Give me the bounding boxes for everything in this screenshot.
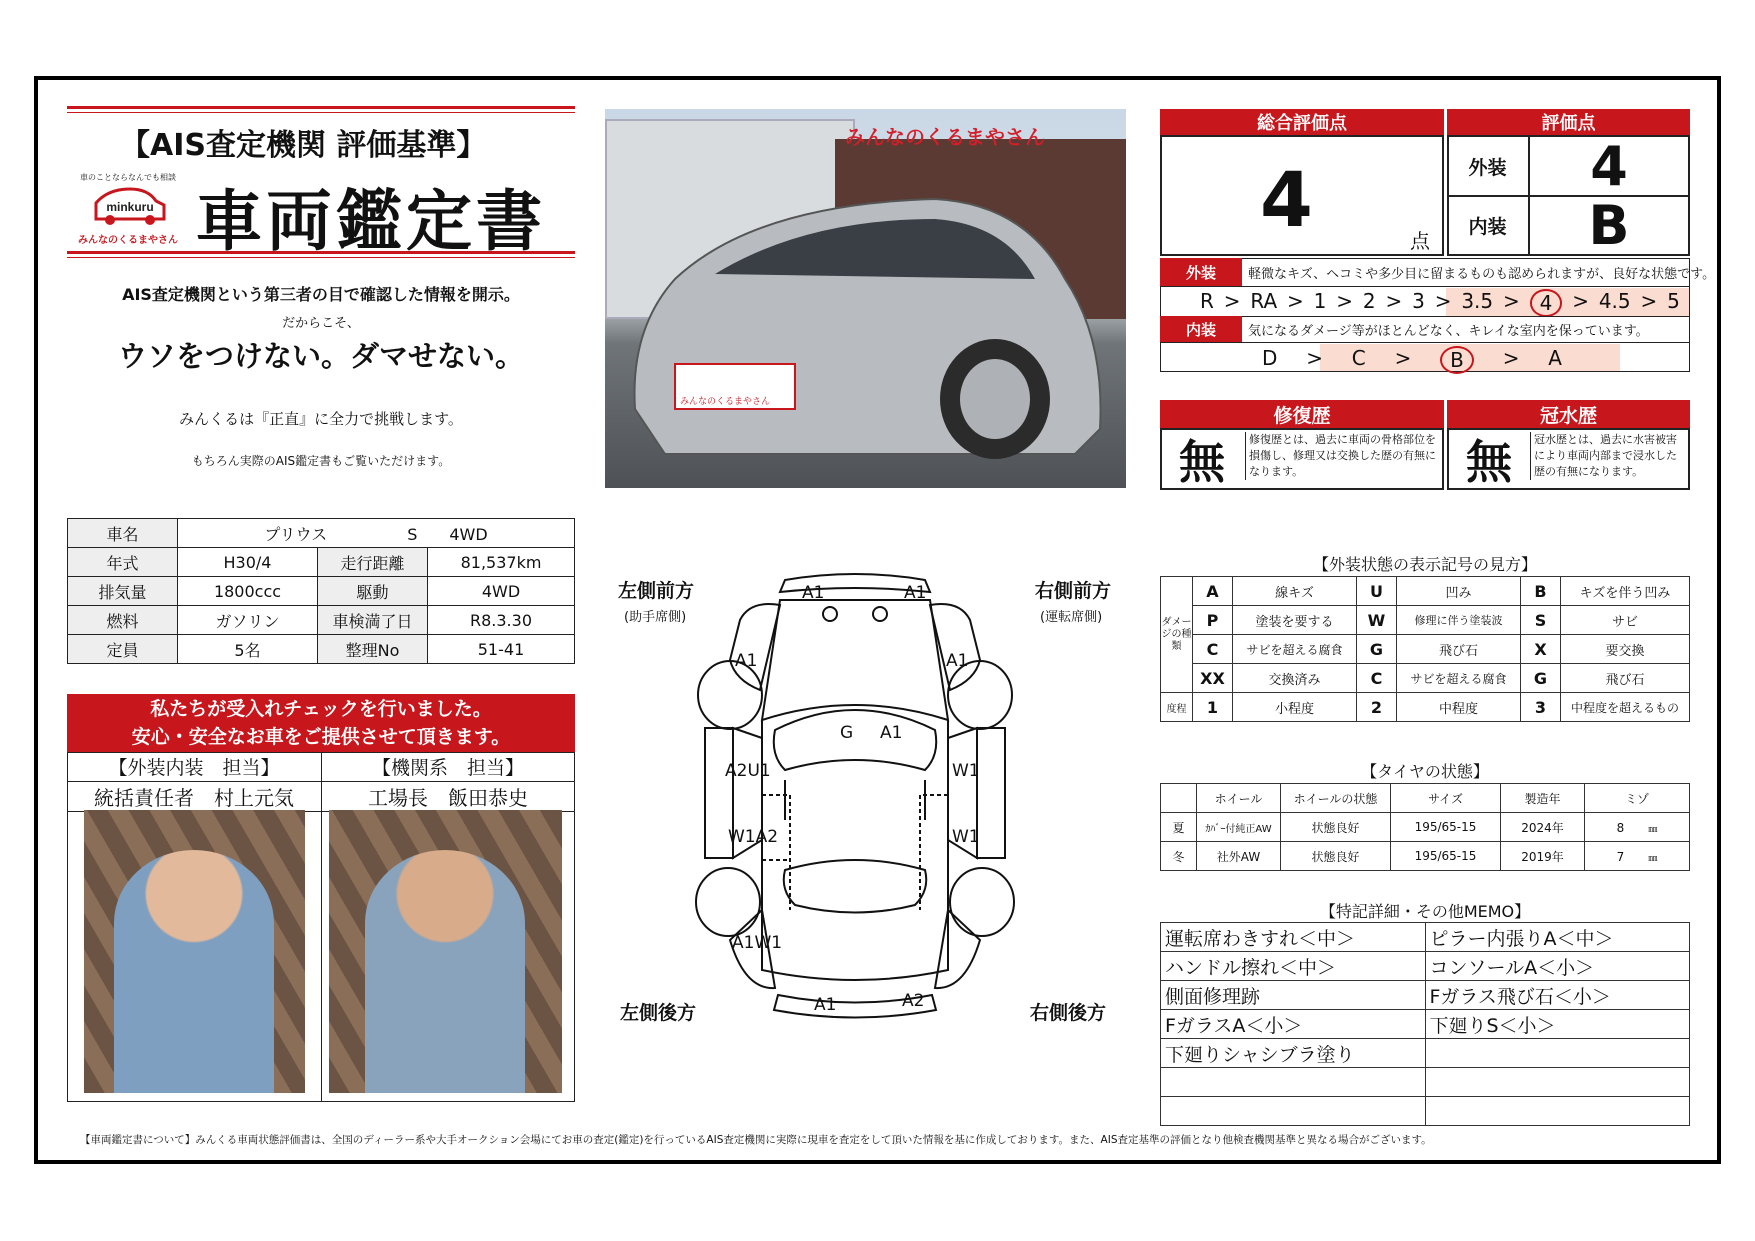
memo-cell: FガラスA＜小＞ (1161, 1010, 1426, 1039)
plate-text: みんなのくるまやさん (680, 397, 771, 407)
mark-left-fender: A1 (735, 651, 758, 671)
spec-value: 4WD (428, 577, 575, 606)
spec-row (68, 519, 575, 548)
ext-scale-sep: > (1287, 289, 1304, 313)
ext-scale-sep: > (1640, 289, 1658, 313)
spec-label: 燃料 (68, 606, 178, 635)
memo-cell: ピラー内張りA＜中＞ (1425, 923, 1690, 952)
diagram-front-left-sub: (助手席側) (624, 610, 687, 625)
int-desc: 気になるダメージ等がほとんどなく、キレイな室内を保っています。 (1248, 324, 1649, 339)
int-tag: 内装 (1160, 316, 1242, 342)
tire-wheel: 社外AW (1197, 842, 1281, 871)
int-scale (1262, 346, 1562, 374)
overall-value: 4 (1260, 155, 1313, 244)
mark-rear-bumper-left: A1 (814, 995, 837, 1015)
ext-scale-r: R (1200, 289, 1214, 313)
mark-front-bumper-right: A1 (904, 583, 927, 603)
legend-side-damage: ダメージの種類 (1161, 577, 1193, 693)
tire-tread (1585, 842, 1690, 871)
eval-label: 評価点 (1447, 109, 1690, 135)
logo-tagline: 車のことならなんでも相談 (80, 173, 176, 182)
tire-header: ホイールの状態 (1281, 784, 1391, 813)
legend-code: A (1193, 577, 1233, 606)
main-title: 車両鑑定書 (196, 183, 546, 260)
memo-cell (1425, 1068, 1690, 1097)
mark-right-front-door: W1 (952, 761, 980, 781)
legend-row (1161, 693, 1690, 722)
staff-photo2 (329, 810, 562, 1093)
tire-table (1160, 783, 1690, 871)
tire-tread-value: 7 (1616, 849, 1625, 864)
legend-meaning: サビを超える腐食 (1397, 664, 1521, 693)
spec-row (68, 577, 575, 606)
spec-table (67, 518, 575, 664)
legend-code: 2 (1357, 693, 1397, 722)
memo-row (1161, 1097, 1690, 1126)
spec-value: 81,537km (428, 548, 575, 577)
person1 (114, 850, 274, 1093)
repair-label: 修復歴 (1160, 400, 1444, 428)
legend-code: G (1521, 664, 1561, 693)
spec-row (68, 635, 575, 664)
mark-right-rear-door: W1 (952, 827, 980, 847)
tire-title: 【タイヤの状態】 (1361, 762, 1489, 781)
tire-tread-unit: ㎜ (1648, 853, 1658, 864)
tire-header-row (1161, 784, 1690, 813)
int-divider (1160, 342, 1690, 343)
tire-season: 冬 (1161, 842, 1197, 871)
memo-cell (1161, 1068, 1426, 1097)
tire-header: 製造年 (1501, 784, 1585, 813)
legend-meaning: 交換済み (1233, 664, 1357, 693)
legend-code: B (1521, 577, 1561, 606)
ext-scale-sep: > (1223, 289, 1241, 313)
staff-banner-line2: 安心・安全なお車をご提供させて頂きます。 (131, 726, 511, 748)
legend-meaning: 小程度 (1233, 693, 1357, 722)
legend-meaning: 要交換 (1561, 635, 1690, 664)
tire-condition: 状態良好 (1281, 813, 1391, 842)
flood-label: 冠水歴 (1447, 400, 1690, 428)
tire-size: 195/65-15 (1391, 842, 1501, 871)
staff-role2: 【機関系 担当】 (371, 757, 524, 779)
ext-scale-sep: > (1572, 289, 1589, 313)
person2 (365, 850, 525, 1093)
ext-scale-4: 4 (1530, 289, 1563, 317)
legend-meaning: 線キズ (1233, 577, 1357, 606)
tire-header: ホイール (1197, 784, 1281, 813)
header-line-top (67, 106, 575, 113)
legend-table (1160, 576, 1690, 722)
spec-value: H30/4 (178, 548, 318, 577)
memo-cell: Fガラス飛び石＜小＞ (1425, 981, 1690, 1010)
intro-line3: みんくるは『正直』に全力で挑戦します。 (179, 410, 463, 428)
spec-row (68, 606, 575, 635)
header-line-bottom (67, 251, 575, 258)
int-scale-c: C (1351, 346, 1366, 370)
tire-header: サイズ (1391, 784, 1501, 813)
int-scale-sep: > (1306, 346, 1323, 370)
tire-year: 2024年 (1501, 813, 1585, 842)
staff-name2: 工場長 飯田恭史 (368, 786, 528, 810)
logo-car-icon (78, 183, 178, 227)
legend-row (1161, 664, 1690, 693)
legend-code: X (1521, 635, 1561, 664)
spec-value: プリウス S 4WD (178, 519, 575, 548)
legend-code: G (1357, 635, 1397, 664)
interior-value: B (1588, 194, 1630, 257)
spec-label: 車名 (68, 519, 178, 548)
legend-row (1161, 606, 1690, 635)
ext-scale-5: 5 (1667, 289, 1680, 313)
memo-cell: 側面修理跡 (1161, 981, 1426, 1010)
staff-photo1 (84, 810, 305, 1093)
memo-row (1161, 981, 1690, 1010)
spec-value: R8.3.30 (428, 606, 575, 635)
spec-label: 車検満了日 (318, 606, 428, 635)
exterior-label: 外装 (1468, 156, 1507, 179)
mark-left-front-door: A2U1 (725, 761, 771, 781)
shop-sign: みんなのくるまやさん (845, 125, 1045, 149)
ext-divider (1160, 286, 1690, 287)
legend-code: 1 (1193, 693, 1233, 722)
ext-tag: 外装 (1160, 258, 1242, 286)
spec-label: 整理No (318, 635, 428, 664)
legend-meaning: 凹み (1397, 577, 1521, 606)
legend-code: W (1357, 606, 1397, 635)
int-scale-a: A (1548, 346, 1562, 370)
memo-row (1161, 1039, 1690, 1068)
tire-tread (1585, 813, 1690, 842)
tire-wheel: ｶﾊﾞｰ付純正AW (1197, 813, 1281, 842)
mark-rear-bumper-right: A2 (902, 991, 925, 1011)
diagram-rear-left: 左側後方 (620, 1002, 697, 1024)
ext-scale-sep: > (1434, 289, 1452, 313)
tire-row (1161, 842, 1690, 871)
spec-value: 1800ccc (178, 577, 318, 606)
legend-meaning: キズを伴う凹み (1561, 577, 1690, 606)
mark-windshield-a1: A1 (880, 723, 903, 743)
interior-label: 内装 (1468, 216, 1507, 238)
staff-banner-line1: 私たちが受入れチェックを行いました。 (150, 698, 492, 720)
ext-scale-2: 2 (1362, 289, 1376, 313)
legend-meaning: 塗装を要する (1233, 606, 1357, 635)
diagram-front-left: 左側前方 (618, 580, 695, 602)
mark-front-bumper-left: A1 (802, 583, 825, 603)
legend-code: P (1193, 606, 1233, 635)
flood-desc: 冠水歴とは、過去に水害被害により車両内部まで浸水した歴の有無になります。 (1530, 432, 1686, 480)
staff-role1: 【外装内装 担当】 (108, 757, 280, 779)
spec-label: 定員 (68, 635, 178, 664)
tire-header: ミゾ (1585, 784, 1690, 813)
overall-unit: 点 (1410, 229, 1430, 253)
legend-meaning: サビ (1561, 606, 1690, 635)
spec-label: 年式 (68, 548, 178, 577)
mark-right-fender: A1 (946, 651, 969, 671)
overall-label: 総合評価点 (1160, 109, 1444, 135)
flood-value: 無 (1466, 435, 1512, 489)
tire-tread-value: 8 (1616, 820, 1625, 835)
repair-value: 無 (1179, 435, 1225, 489)
legend-meaning: 中程度 (1397, 693, 1521, 722)
spec-value: 51-41 (428, 635, 575, 664)
spec-row (68, 548, 575, 577)
int-scale-d: D (1262, 346, 1278, 370)
tire-header (1161, 784, 1197, 813)
spec-value: 5名 (178, 635, 318, 664)
legend-meaning: サビを超える腐食 (1233, 635, 1357, 664)
memo-row (1161, 952, 1690, 981)
memo-cell: ハンドル擦れ＜中＞ (1161, 952, 1426, 981)
memo-table (1160, 922, 1690, 1126)
legend-meaning: 飛び石 (1561, 664, 1690, 693)
legend-code: C (1357, 664, 1397, 693)
tire-row (1161, 813, 1690, 842)
car-silhouette (605, 109, 1126, 488)
legend-title: 【外装状態の表示記号の見方】 (1312, 555, 1537, 574)
mark-left-rear-door: W1A2 (728, 827, 779, 847)
tire-season: 夏 (1161, 813, 1197, 842)
memo-cell (1425, 1097, 1690, 1126)
spec-label: 排気量 (68, 577, 178, 606)
ext-scale-sep: > (1385, 289, 1403, 313)
intro-line4: もちろん実際のAIS鑑定書もご覧いただけます。 (191, 454, 451, 468)
ext-scale-3: 3 (1412, 289, 1425, 313)
mark-left-rear-fender: A1W1 (732, 933, 783, 953)
spec-value: ガソリン (178, 606, 318, 635)
memo-cell: コンソールA＜小＞ (1425, 952, 1690, 981)
ext-scale-ra: RA (1250, 289, 1278, 313)
ext-scale-sep: > (1502, 289, 1520, 313)
logo (78, 172, 178, 252)
memo-cell (1425, 1039, 1690, 1068)
tire-condition: 状態良好 (1281, 842, 1391, 871)
int-scale-b: B (1440, 346, 1474, 374)
slogan: ウソをつけない。ダマせない。 (117, 339, 524, 373)
car-damage-diagram (690, 570, 1020, 1025)
int-scale-sep: > (1394, 346, 1412, 370)
memo-row (1161, 1068, 1690, 1097)
legend-code: C (1193, 635, 1233, 664)
legend-meaning: 修理に伴う塗装波 (1397, 606, 1521, 635)
legend-row (1161, 577, 1690, 606)
legend-side-degree: 度程 (1161, 693, 1193, 722)
repair-desc: 修復歴とは、過去に車両の骨格部位を損傷し、修理又は交換した歴の有無になります。 (1245, 432, 1440, 480)
logo-name: みんなのくるまやさん (78, 235, 178, 246)
ext-desc: 軽微なキズ、ヘコミや多少目に留まるものも認められますが、良好な状態です。 (1248, 267, 1716, 282)
memo-cell (1161, 1097, 1426, 1126)
intro-line2: だからこそ、 (282, 316, 360, 331)
ext-scale-sep: > (1336, 289, 1354, 313)
spec-label: 駆動 (318, 577, 428, 606)
legend-code: XX (1193, 664, 1233, 693)
memo-row (1161, 1010, 1690, 1039)
memo-cell: 下廻りS＜小＞ (1425, 1010, 1690, 1039)
staff-name1: 統括責任者 村上元気 (94, 786, 294, 810)
memo-cell: 運転席わきすれ＜中＞ (1161, 923, 1426, 952)
diagram-rear-right: 右側後方 (1030, 1002, 1107, 1024)
spec-label: 走行距離 (318, 548, 428, 577)
diagram-front-right-sub: (運転席側) (1040, 610, 1103, 625)
memo-cell: 下廻りシャシブラ塗り (1161, 1039, 1426, 1068)
int-scale-sep: > (1502, 346, 1520, 370)
tire-size: 195/65-15 (1391, 813, 1501, 842)
legend-row (1161, 635, 1690, 664)
tire-tread-unit: ㎜ (1648, 824, 1658, 835)
legend-code: S (1521, 606, 1561, 635)
staff-banner (67, 694, 575, 752)
ext-scale-4-5: 4.5 (1598, 289, 1631, 313)
legend-meaning: 飛び石 (1397, 635, 1521, 664)
legend-meaning: 中程度を超えるもの (1561, 693, 1690, 722)
mark-windshield-g: G (840, 723, 854, 743)
car-photo (605, 109, 1126, 488)
diagram-front-right: 右側前方 (1035, 580, 1112, 602)
tire-year: 2019年 (1501, 842, 1585, 871)
ext-scale-1: 1 (1313, 289, 1327, 313)
memo-row (1161, 923, 1690, 952)
header-title-bracket: 【AIS査定機関 評価基準】 (120, 128, 487, 163)
footer-note: 【車両鑑定書について】みんくる車両状態評価書は、全国のディーラー系や大手オークション会場にてお車の査定(鑑定)を行っているAIS査定機関に実際に現車を査定をして頂いた情報を基に作成しております。また、AIS査定基準の評価となり他検査機関基準と異なる場合がございます。 (80, 1134, 1432, 1146)
legend-code: U (1357, 577, 1397, 606)
exterior-value: 4 (1590, 134, 1628, 198)
legend-code: 3 (1521, 693, 1561, 722)
intro-line1: AIS査定機関という第三者の目で確認した情報を開示。 (122, 285, 520, 304)
logo-brand: minkuru (106, 200, 154, 214)
memo-title: 【特記詳細・その他MEMO】 (1319, 902, 1531, 921)
ext-scale-3-5: 3.5 (1461, 289, 1494, 313)
ext-scale (1200, 289, 1680, 317)
